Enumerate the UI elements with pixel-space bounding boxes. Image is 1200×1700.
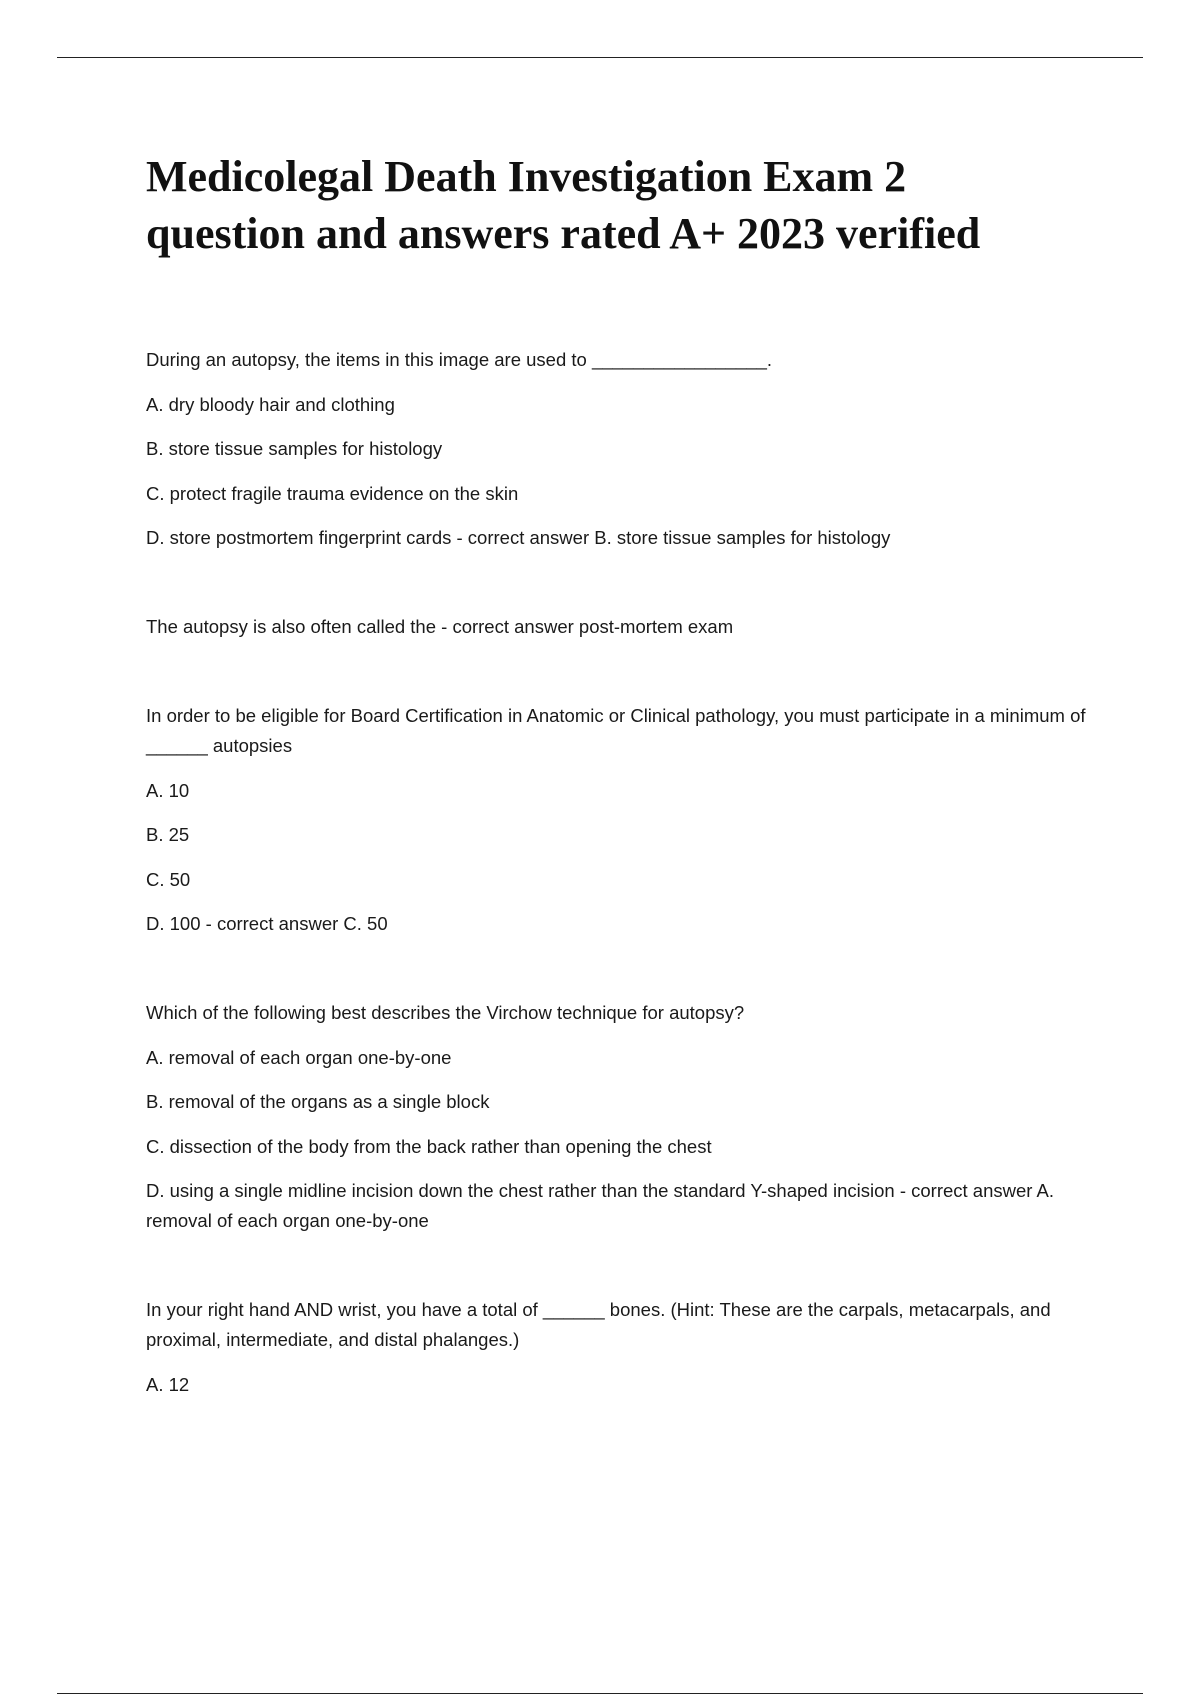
question-prompt: In order to be eligible for Board Certification in Anatomic or Clinical pathology, you must participate in a minimum of ______ autopsies xyxy=(146,705,1086,756)
answer-option: A. dry bloody hair and clothing xyxy=(146,393,395,415)
question-block-4 xyxy=(146,998,1096,1236)
answer-option: C. dissection of the body from the back rather than opening the chest xyxy=(146,1135,712,1157)
question-prompt: In your right hand AND wrist, you have a total of ______ bones. (Hint: These are the carpals, metacarpals, and proximal, intermediate, and distal phalanges.) xyxy=(146,1299,1051,1350)
answer-option: D. using a single midline incision down the chest rather than the standard Y-shaped incision - correct answer A. removal of each organ one-by-one xyxy=(146,1180,1055,1231)
document-title xyxy=(146,148,1126,262)
answer-option: D. store postmortem fingerprint cards - correct answer B. store tissue samples for histology xyxy=(146,527,891,548)
answer-option: A. 12 xyxy=(146,1373,190,1395)
question-block-3 xyxy=(146,701,1096,939)
answer-option: D. 100 - correct answer C. 50 xyxy=(146,913,388,934)
question-list xyxy=(146,345,1096,1459)
answer-option: B. removal of the organs as a single block xyxy=(146,1091,490,1112)
title-line-2: question and answers rated A+ 2023 verified xyxy=(146,209,981,258)
question-prompt: Which of the following best describes the Virchow technique for autopsy? xyxy=(146,1002,745,1023)
title-line-1: Medicolegal Death Investigation Exam 2 xyxy=(146,152,907,201)
question-prompt: The autopsy is also often called the - correct answer post-mortem exam xyxy=(146,616,734,637)
answer-option: B. 25 xyxy=(146,824,190,845)
answer-option: A. 10 xyxy=(146,779,190,801)
answer-option: B. store tissue samples for histology xyxy=(146,438,443,459)
question-block-5 xyxy=(146,1295,1096,1400)
top-rule xyxy=(57,57,1143,58)
question-block-1 xyxy=(146,345,1096,553)
answer-option: C. 50 xyxy=(146,868,191,890)
question-prompt: During an autopsy, the items in this image are used to _________________. xyxy=(146,349,773,370)
bottom-rule xyxy=(57,1693,1143,1694)
answer-option: A. removal of each organ one-by-one xyxy=(146,1046,452,1068)
answer-option: C. protect fragile trauma evidence on the skin xyxy=(146,482,519,504)
question-block-2 xyxy=(146,612,1096,642)
